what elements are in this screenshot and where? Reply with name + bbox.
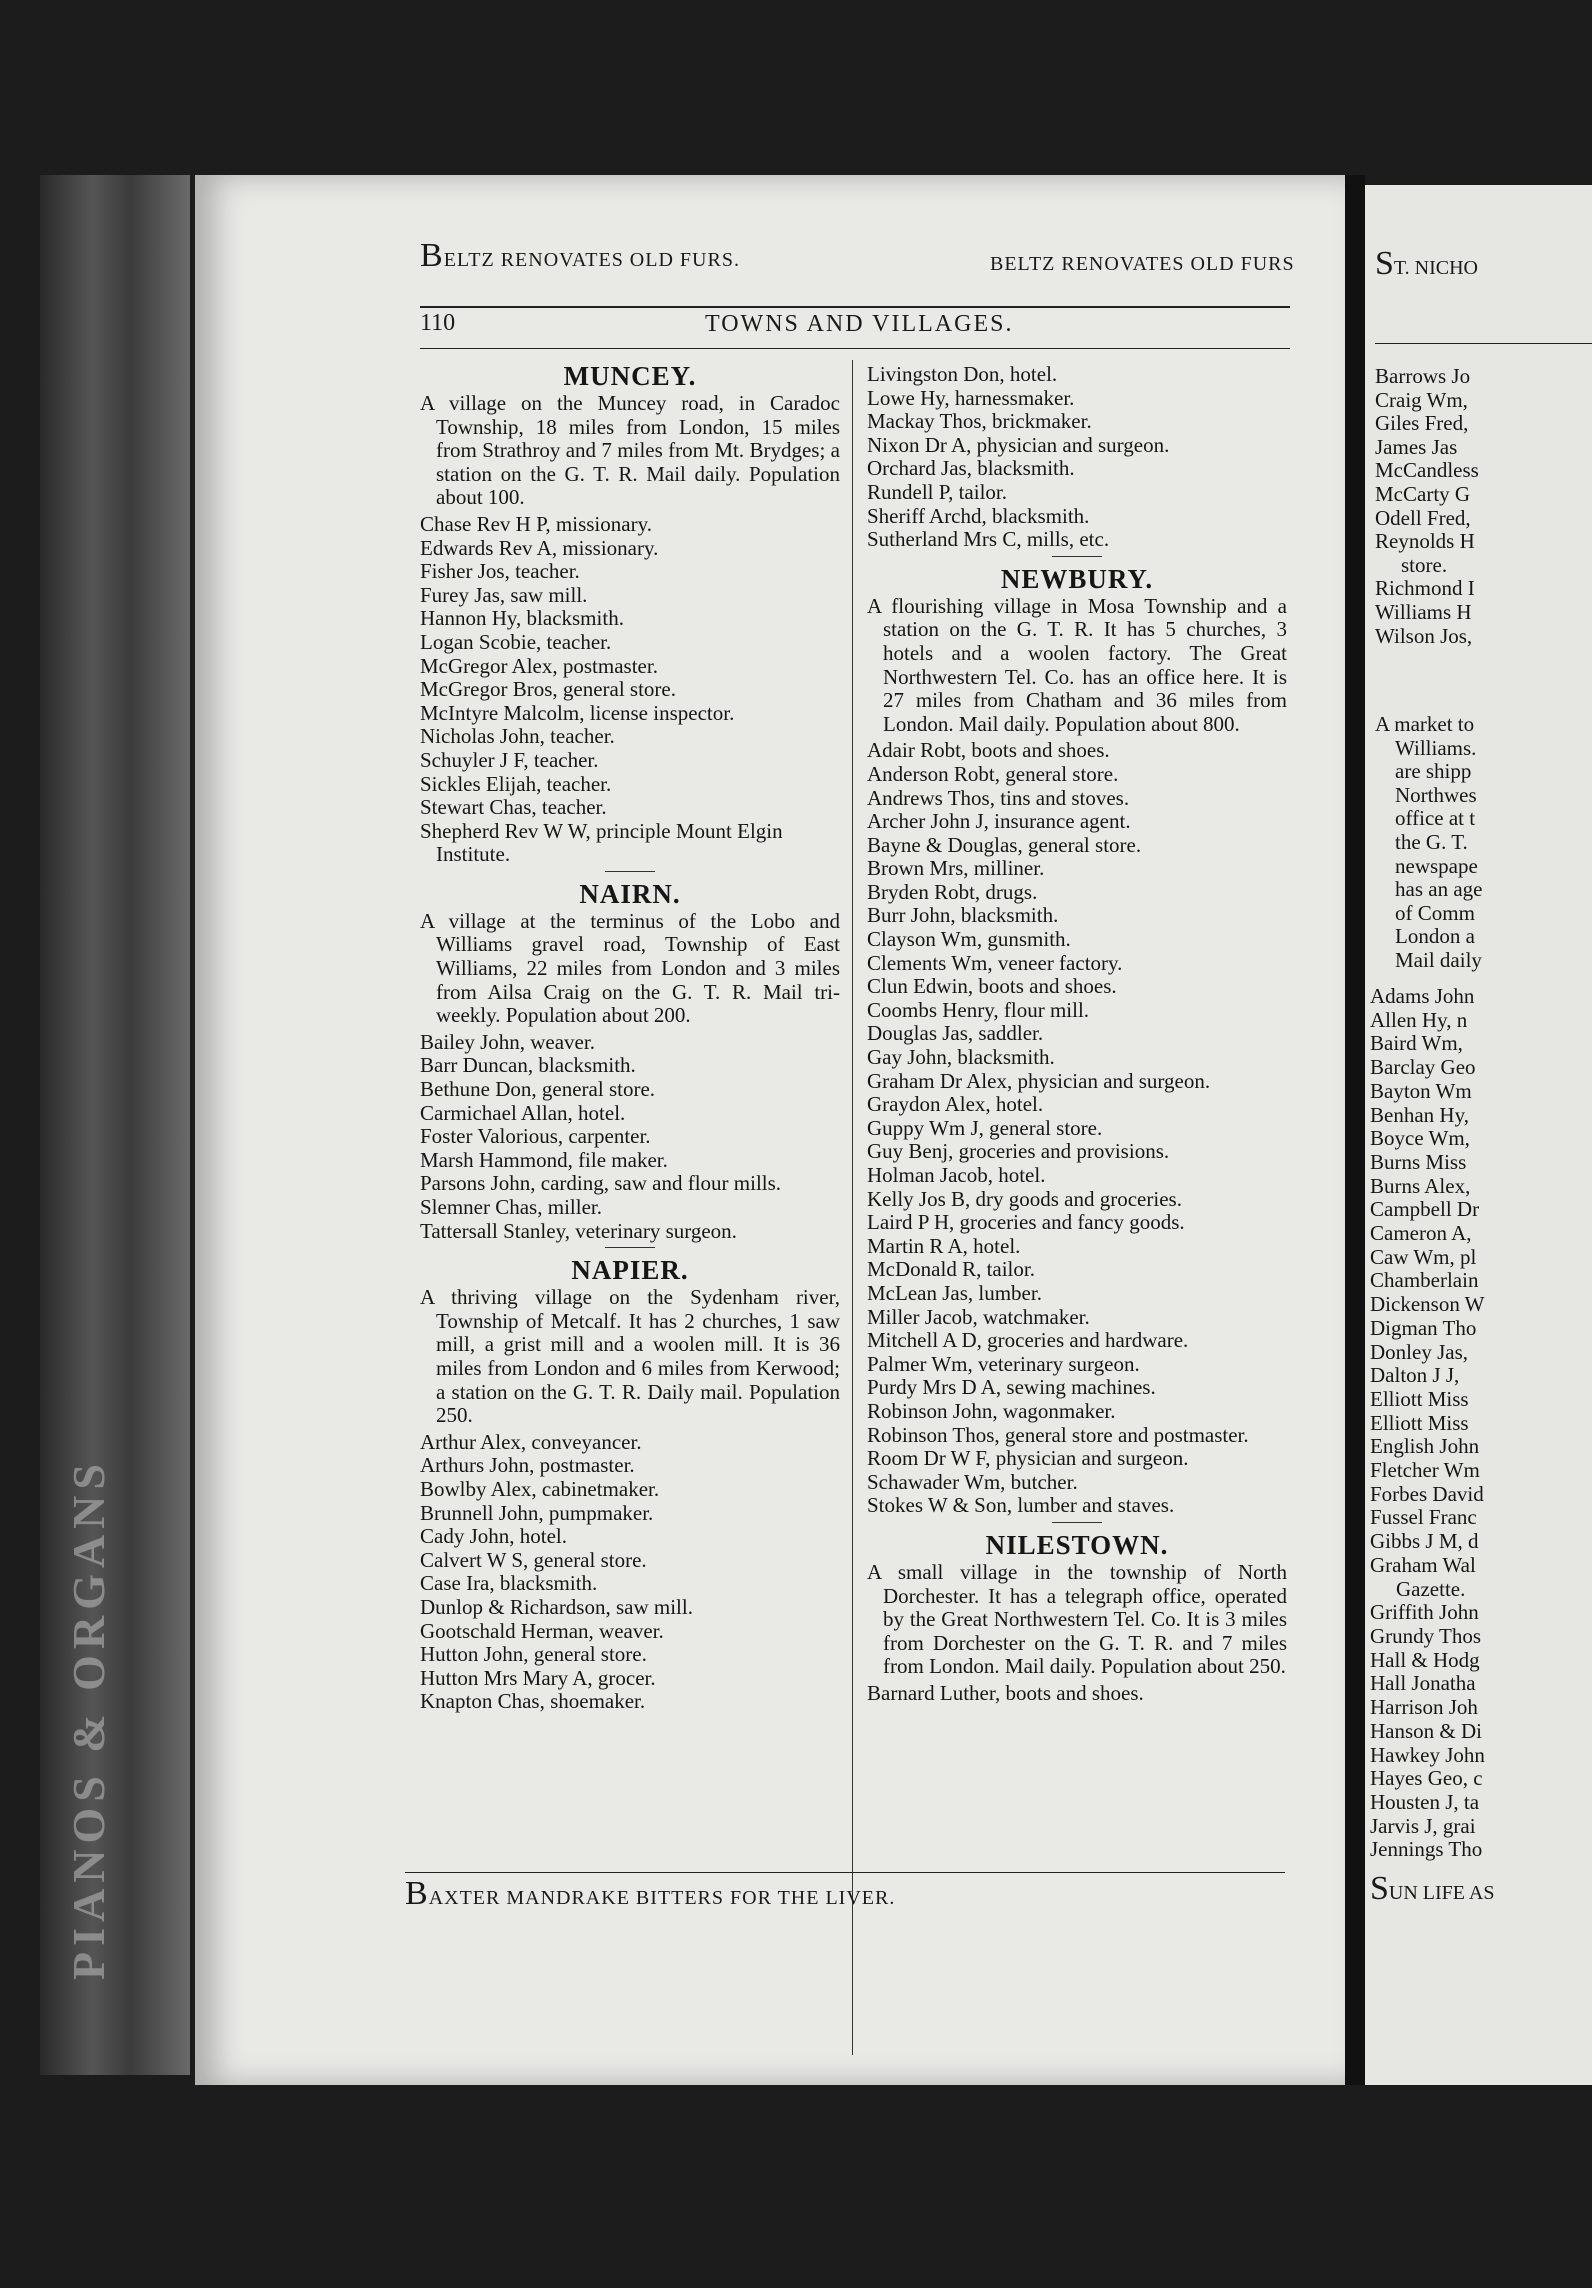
section-desc-newbury: A flourishing village in Mosa Township and a station on the G. T. R. It has 5 churches, 3 hotels and a woolen factory. The Great Northwestern Tel. Co. has an office here. It is 27 miles from Chatham and 36 miles from London. Mail daily. Population about 800. <box>867 593 1287 736</box>
list-item: Anderson Robt, general store. <box>867 761 1119 786</box>
list-item: Jennings Tho <box>1370 1837 1483 1862</box>
list-item: Orchard Jas, blacksmith. <box>867 456 1075 481</box>
list-item: Barr Duncan, blacksmith. <box>420 1053 636 1078</box>
section-title-napier: NAPIER. <box>571 1255 689 1286</box>
desc-line: the G. T. <box>1395 829 1468 854</box>
desc-line: of Comm <box>1395 900 1475 925</box>
section-title-muncey: MUNCEY. <box>563 361 697 391</box>
list-item: Parsons John, carding, saw and flour mills. <box>420 1171 782 1196</box>
list-item: Griffith John <box>1370 1600 1479 1625</box>
list-item: Gibbs J M, d <box>1370 1529 1479 1554</box>
section-desc-napier: A thriving village on the Sydenham river, Township of Metcalf. It has 2 churches, 1 saw mill, a grist mill and a woolen mill. It is 36 miles from London and 6 miles from Kerwood; a station on the G. T. R. Daily mail. Population 250. <box>420 1285 840 1428</box>
section-title-nilestown: NILESTOWN. <box>985 1529 1169 1560</box>
list-item: Arthur Alex, conveyancer. <box>420 1429 642 1454</box>
desc-line: London a <box>1395 924 1475 949</box>
list-item: McGregor Bros, general store. <box>420 677 676 702</box>
list-item: McCarty G <box>1375 481 1471 506</box>
list-item: Hutton Mrs Mary A, grocer. <box>420 1665 656 1690</box>
list-item: Chase Rev H P, missionary. <box>420 511 652 536</box>
list-item: Dickenson W <box>1370 1292 1485 1317</box>
list-item: Williams H <box>1375 599 1472 624</box>
list-item: Marsh Hammond, file maker. <box>420 1147 668 1172</box>
list-item: Stewart Chas, teacher. <box>420 795 607 820</box>
list-item: Stokes W & Son, lumber and staves. <box>867 1493 1175 1518</box>
list-item: Donley Jas, <box>1370 1339 1468 1364</box>
desc-line: Williams. <box>1395 735 1477 760</box>
column-divider <box>852 360 853 2055</box>
list-item: Grundy Thos <box>1370 1623 1482 1648</box>
list-item: Clements Wm, veneer factory. <box>867 950 1123 975</box>
list-item: Fisher Jos, teacher. <box>420 559 580 584</box>
list-item: Brown Mrs, milliner. <box>867 856 1045 881</box>
list-item: Schuyler J F, teacher. <box>420 747 599 772</box>
list-item: Furey Jas, saw mill. <box>420 582 588 607</box>
list-item: Mackay Thos, brickmaker. <box>867 409 1092 434</box>
list-item: Brunnell John, pumpmaker. <box>420 1500 654 1525</box>
desc-line: A market to <box>1375 712 1475 736</box>
list-item: Calvert W S, general store. <box>420 1547 647 1572</box>
list-item: Shepherd Rev W W, principle Mount Elgin Institute. <box>420 818 783 867</box>
list-item: Andrews Thos, tins and stoves. <box>867 785 1130 810</box>
list-item: Bayton Wm <box>1370 1078 1472 1103</box>
list-item: Boyce Wm, <box>1370 1126 1470 1151</box>
list-item: McLean Jas, lumber. <box>867 1280 1042 1305</box>
list-item: Elliott Miss <box>1370 1410 1469 1435</box>
list-item: Campbell Dr <box>1370 1197 1480 1222</box>
list-item: Cameron A, <box>1370 1221 1472 1246</box>
section-title-newbury: NEWBURY. <box>1000 563 1154 594</box>
list-item: Livingston Don, hotel. <box>867 362 1058 386</box>
list-item: Mitchell A D, groceries and hardware. <box>867 1328 1189 1353</box>
list-item: Guy Benj, groceries and provisions. <box>867 1139 1170 1164</box>
next-page-header: ST. NICHO <box>1375 245 1478 282</box>
list-item: Elliott Miss <box>1370 1386 1469 1411</box>
page-number: 110 <box>420 310 456 336</box>
list-item: Hanson & Di <box>1370 1718 1482 1743</box>
list-item: Fletcher Wm <box>1370 1458 1480 1483</box>
list-item: Odell Fred, <box>1375 505 1471 530</box>
list-item: Martin R A, hotel. <box>867 1233 1021 1258</box>
list-item: Robinson Thos, general store and postmaster. <box>867 1422 1249 1447</box>
section-divider <box>1052 1522 1102 1523</box>
list-item: Clayson Wm, gunsmith. <box>867 927 1071 952</box>
list-item: Knapton Chas, shoemaker. <box>420 1689 646 1714</box>
list-item: Allen Hy, n <box>1370 1007 1468 1032</box>
list-item: Lowe Hy, harnessmaker. <box>867 385 1075 410</box>
list-item: Burns Miss <box>1370 1149 1467 1174</box>
list-item: Bayne & Douglas, general store. <box>867 832 1142 857</box>
list-item: Slemner Chas, miller. <box>420 1195 602 1219</box>
list-item: Bryden Robt, drugs. <box>867 879 1038 904</box>
desc-line: are shipp <box>1395 759 1472 784</box>
list-item: Chamberlain <box>1370 1268 1479 1293</box>
list-item: Cady John, hotel. <box>420 1524 567 1549</box>
desc-line: has an age <box>1395 877 1483 902</box>
list-item: Benhan Hy, <box>1370 1102 1469 1127</box>
list-item: Holman Jacob, hotel. <box>867 1163 1046 1187</box>
list-item: Fussel Franc <box>1370 1505 1477 1530</box>
list-item: McGregor Alex, postmaster. <box>420 653 658 678</box>
list-item: Douglas Jas, saddler. <box>867 1021 1044 1046</box>
next-page-footer: SUN LIFE AS <box>1370 1870 1495 1907</box>
list-item: Palmer Wm, veterinary surgeon. <box>867 1351 1140 1376</box>
list-item: Gay John, blacksmith. <box>867 1045 1055 1070</box>
list-item: Gazette. <box>1396 1576 1466 1601</box>
list-item: Forbes David <box>1370 1481 1484 1506</box>
list-item: Hutton John, general store. <box>420 1642 647 1667</box>
list-item: Schawader Wm, butcher. <box>867 1469 1078 1494</box>
list-item: Hall & Hodg <box>1370 1647 1480 1672</box>
list-item: English John <box>1370 1434 1480 1459</box>
list-item: Carmichael Allan, hotel. <box>420 1100 626 1125</box>
section-desc-nilestown: A small village in the township of North Dorchester. It has a telegraph office, operated by the Great Northwestern Tel. Co. It is 3 miles from Dorchester on the G. T. R. and 7 miles from London. Mail daily. Population about 250. <box>867 1559 1287 1679</box>
list-item: Dalton J J, <box>1370 1363 1460 1388</box>
list-item: Sickles Elijah, teacher. <box>420 771 612 796</box>
list-item: Hayes Geo, c <box>1370 1766 1483 1791</box>
list-item: Harrison Joh <box>1370 1695 1478 1720</box>
list-item: Graham Dr Alex, physician and surgeon. <box>867 1068 1211 1093</box>
next-page-list-bottom <box>1370 985 1485 1862</box>
page-gutter <box>1345 175 1365 2085</box>
list-item: Bailey John, weaver. <box>420 1029 595 1054</box>
page-footer: BAXTER MANDRAKE BITTERS FOR THE LIVER. <box>405 1875 896 1912</box>
list-item: Foster Valorious, carpenter. <box>420 1124 651 1149</box>
list-item: store. <box>1401 552 1448 577</box>
list-item: Reynolds H <box>1375 529 1475 554</box>
list-item: McIntyre Malcolm, license inspector. <box>420 700 735 725</box>
list-item: McCandless <box>1375 458 1479 483</box>
section-desc-muncey: A village on the Muncey road, in Caradoc Township, 18 miles from London, 15 miles from Strathroy and 7 miles from Mt. Brydges; a station on the G. T. R. Mail daily. Population about 100. <box>420 391 840 510</box>
list-item: Jarvis J, grai <box>1370 1813 1476 1838</box>
list-item: Robinson John, wagonmaker. <box>867 1398 1116 1423</box>
list-item: James Jas <box>1375 434 1458 459</box>
next-page-list-top <box>1375 365 1479 648</box>
list-item: Baird Wm, <box>1370 1031 1463 1056</box>
list-item: Graydon Alex, hotel. <box>867 1092 1044 1117</box>
list-item: Hawkey John <box>1370 1742 1485 1767</box>
list-item: Edwards Rev A, missionary. <box>420 535 659 560</box>
desc-line: Mail daily <box>1395 947 1482 972</box>
section-divider <box>1052 556 1102 557</box>
header-right: BELTZ RENOVATES OLD FURS <box>990 253 1295 275</box>
list-item: Digman Tho <box>1370 1315 1477 1340</box>
list-item: Purdy Mrs D A, sewing machines. <box>867 1375 1156 1400</box>
list-item: Bowlby Alex, cabinetmaker. <box>420 1476 660 1501</box>
list-item: Burns Alex, <box>1370 1173 1471 1198</box>
next-page-rule <box>1375 343 1592 344</box>
list-item: Coombs Henry, flour mill. <box>867 997 1090 1022</box>
list-item: Nixon Dr A, physician and surgeon. <box>867 432 1170 457</box>
running-head: TOWNS AND VILLAGES. <box>705 311 1014 337</box>
list-item: Barnard Luther, boots and shoes. <box>867 1680 1144 1705</box>
list-item: Graham Wal <box>1370 1552 1476 1577</box>
list-item: Wilson Jos, <box>1375 623 1473 648</box>
list-item: Kelly Jos B, dry goods and groceries. <box>867 1186 1182 1211</box>
next-page <box>1365 185 1592 2085</box>
list-item: Sheriff Archd, blacksmith. <box>867 503 1090 528</box>
list-item: Logan Scobie, teacher. <box>420 629 612 654</box>
desc-line: Northwes <box>1395 782 1477 807</box>
section-divider <box>605 871 655 872</box>
list-item: Archer John J, insurance agent. <box>867 809 1131 834</box>
list-item: Sutherland Mrs C, mills, etc. <box>867 527 1110 552</box>
list-item: Barrows Jo <box>1375 364 1471 388</box>
list-item: Miller Jacob, watchmaker. <box>867 1304 1090 1329</box>
list-item: Barclay Geo <box>1370 1055 1476 1080</box>
column-right <box>867 363 1287 1705</box>
list-item: Laird P H, groceries and fancy goods. <box>867 1210 1185 1235</box>
list-item: Room Dr W F, physician and surgeon. <box>867 1446 1189 1471</box>
list-item: Craig Wm, <box>1375 387 1468 412</box>
list-item: Tattersall Stanley, veterinary surgeon. <box>420 1218 737 1243</box>
list-item: Richmond I <box>1375 576 1475 601</box>
list-item: Rundell P, tailor. <box>867 479 1008 504</box>
section-divider <box>605 1247 655 1248</box>
next-page-desc <box>1375 713 1482 973</box>
desc-line: newspape <box>1395 853 1478 878</box>
header-rule <box>420 306 1290 308</box>
list-item: Gootschald Herman, weaver. <box>420 1618 664 1643</box>
list-item: Hall Jonatha <box>1370 1671 1476 1696</box>
list-item: Case Ira, blacksmith. <box>420 1571 598 1596</box>
list-item: Adair Robt, boots and shoes. <box>867 738 1110 763</box>
desc-line: office at t <box>1395 806 1476 831</box>
list-item: Arthurs John, postmaster. <box>420 1453 635 1478</box>
list-item: Giles Fred, <box>1375 411 1469 436</box>
list-item: Clun Edwin, boots and shoes. <box>867 974 1117 999</box>
spine-text: PIANOS & ORGANS <box>63 1458 114 1980</box>
list-item: McDonald R, tailor. <box>867 1257 1035 1282</box>
list-item: Housten J, ta <box>1370 1789 1480 1814</box>
list-item: Adams John <box>1370 984 1475 1008</box>
list-item: Hannon Hy, blacksmith. <box>420 606 624 631</box>
footer-rule <box>405 1872 1285 1873</box>
list-item: Nicholas John, teacher. <box>420 724 615 749</box>
section-desc-nairn: A village at the terminus of the Lobo and Williams gravel road, Township of East Williams, 22 miles from London and 3 miles from Ailsa Craig on the G. T. R. Mail tri-weekly. Population about 200. <box>420 908 840 1028</box>
list-item: Guppy Wm J, general store. <box>867 1115 1103 1140</box>
list-item: Bethune Don, general store. <box>420 1077 656 1102</box>
subheader-rule <box>420 348 1290 349</box>
column-left <box>420 360 840 1714</box>
header-left: BELTZ RENOVATES OLD FURS. <box>420 237 740 274</box>
list-item: Burr John, blacksmith. <box>867 903 1059 928</box>
page-110 <box>195 175 1345 2085</box>
list-item: Caw Wm, pl <box>1370 1244 1477 1269</box>
list-item: Dunlop & Richardson, saw mill. <box>420 1594 693 1619</box>
section-title-nairn: NAIRN. <box>579 878 681 909</box>
